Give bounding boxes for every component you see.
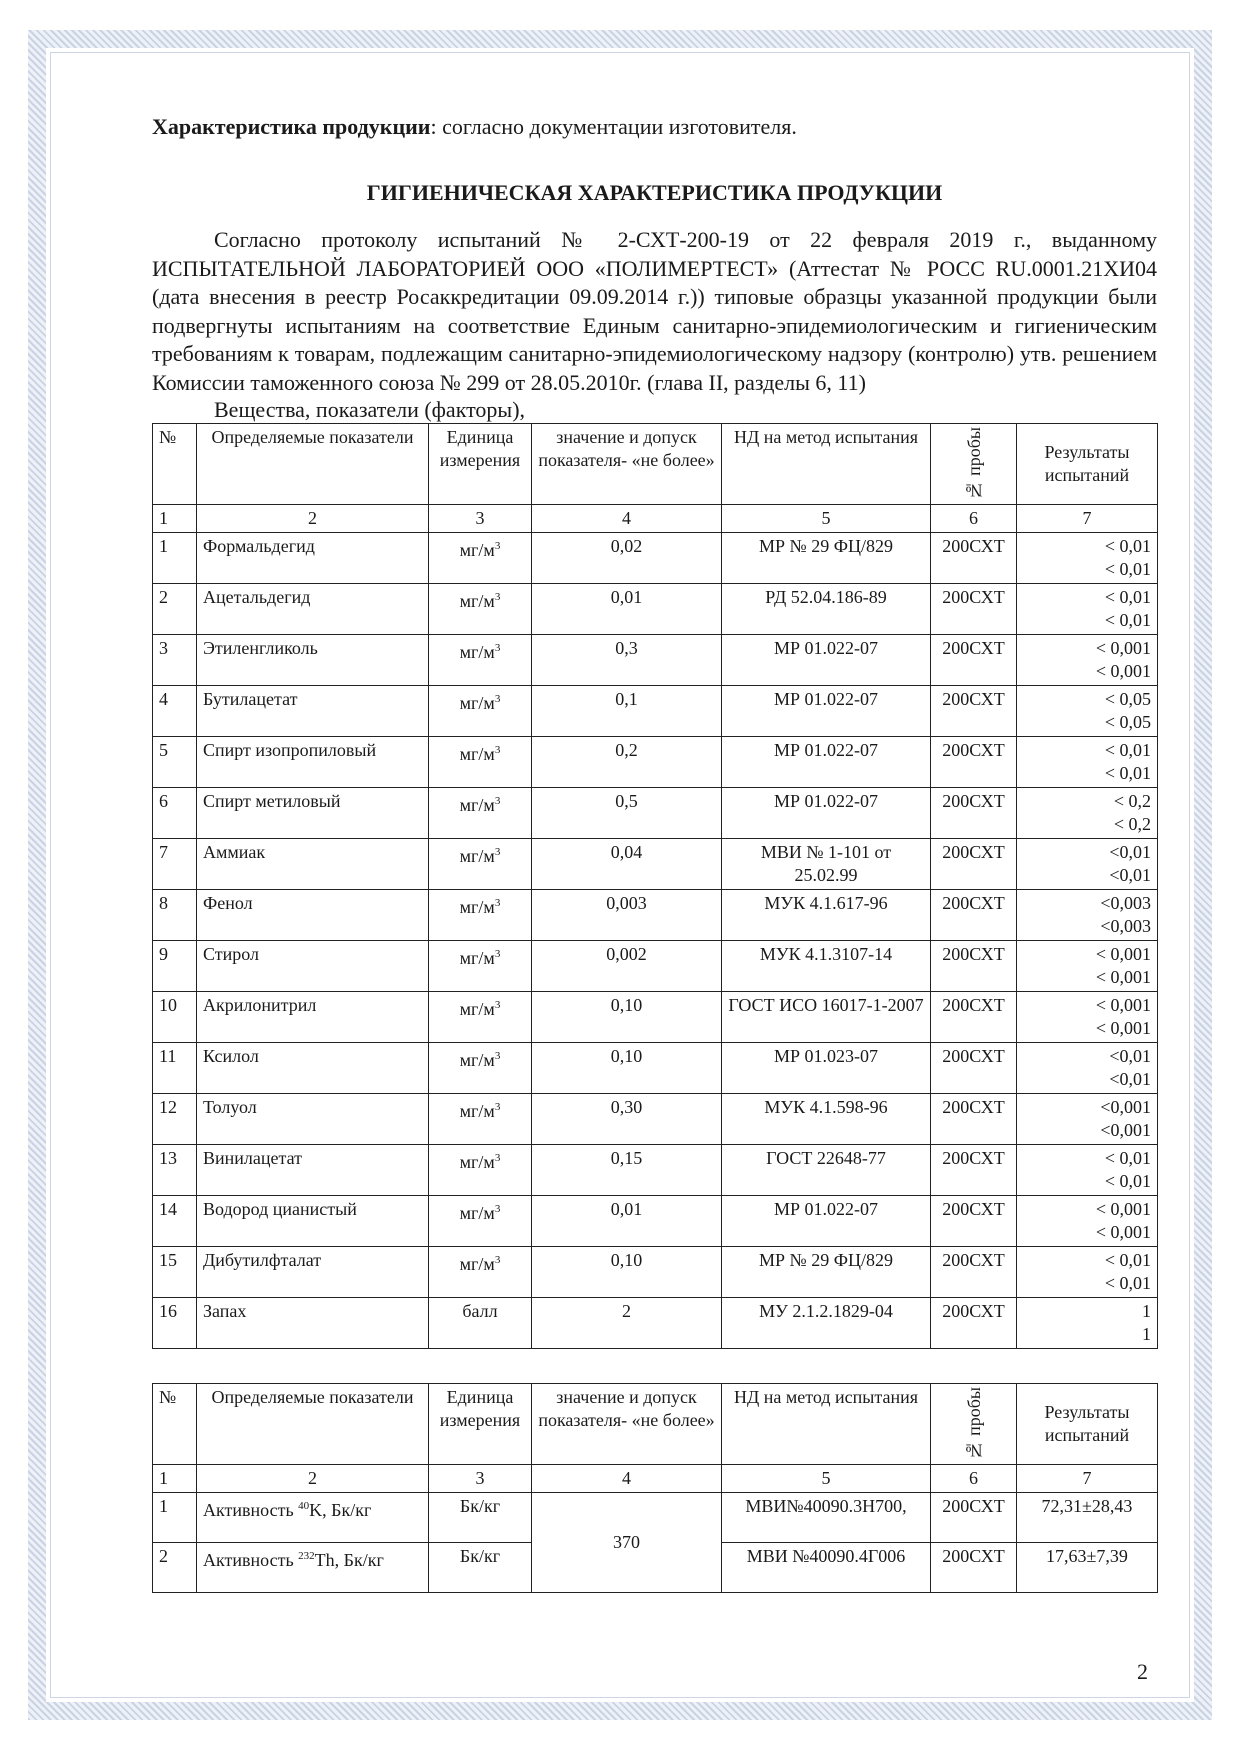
header-indicator: Определяемые показатели [197,1384,429,1465]
column-number-row [153,1465,1158,1493]
result [1017,1298,1158,1349]
result [1017,941,1158,992]
unit-text: мг/м [459,999,495,1019]
header-method: НД на метод испытания [722,1384,931,1465]
unit [429,992,532,1043]
method: МР 01.022-07 [722,686,931,737]
sample: 200СХТ [931,533,1017,584]
table-row [153,1145,1158,1196]
isotope-mass: 232 [298,1550,315,1562]
sample: 200СХТ [931,1247,1017,1298]
table-header-row [153,1384,1158,1465]
result-line-2: < 0,001 [1095,967,1151,987]
limit-value: 0,002 [532,941,722,992]
result [1017,533,1158,584]
unit-superscript: 3 [494,1152,501,1164]
header-sample-text: № пробы [963,427,984,501]
sample: 200СХТ [931,1094,1017,1145]
unit [429,1043,532,1094]
colnum: 5 [722,505,931,533]
unit [429,584,532,635]
colnum: 2 [197,1465,429,1493]
result-line-2: < 0,01 [1104,610,1151,630]
result-line-1: < 0,2 [1113,791,1151,811]
indicator-name: Бутилацетат [197,686,429,737]
product-characteristic-text: : согласно документации изготовителя. [430,114,797,139]
table-row [153,1298,1158,1349]
header-indicator: Определяемые показатели [197,424,429,505]
sample: 200СХТ [931,1145,1017,1196]
header-result: Результаты испытаний [1017,1384,1158,1465]
unit-superscript: 3 [494,1101,501,1113]
colnum: 5 [722,1465,931,1493]
row-number: 15 [153,1247,197,1298]
header-sample-text: № пробы [963,1387,984,1461]
indicator-name: Ацетальдегид [197,584,429,635]
radioactivity-table-body [153,1493,1158,1593]
table-row [153,1247,1158,1298]
unit [429,1247,532,1298]
sample: 200СХТ [931,1543,1017,1593]
unit-text: мг/м [459,1254,495,1274]
row-number: 16 [153,1298,197,1349]
unit-superscript: 3 [494,744,501,756]
method: МР 01.022-07 [722,737,931,788]
indicator-prefix: Активность [203,1500,299,1520]
table-row [153,686,1158,737]
sample: 200СХТ [931,839,1017,890]
result-line-1: < 0,01 [1104,1250,1151,1270]
method: ГОСТ 22648-77 [722,1145,931,1196]
result-line-2: < 0,001 [1095,661,1151,681]
result [1017,890,1158,941]
result-line-1: < 0,01 [1104,536,1151,556]
unit: Бк/кг [429,1493,532,1543]
header-unit: Единица измерения [429,1384,532,1465]
unit [429,1145,532,1196]
result-line-2: < 0,01 [1104,559,1151,579]
row-number: 2 [153,584,197,635]
indicator-name [197,1543,429,1593]
method: РД 52.04.186-89 [722,584,931,635]
result-line-2: 1 [1142,1324,1151,1344]
sample: 200СХТ [931,890,1017,941]
header-num: № [153,424,197,505]
product-characteristic-line [152,112,1157,142]
indicator-name: Дибутилфталат [197,1247,429,1298]
result-line-2: <0,01 [1109,1069,1151,1089]
result-line-1: <0,003 [1100,893,1151,913]
method: МВИ № 1-101 от 25.02.99 [722,839,931,890]
colnum: 7 [1017,1465,1158,1493]
unit [429,635,532,686]
unit-text: мг/м [459,1050,495,1070]
result-line-2: < 0,01 [1104,1273,1151,1293]
limit-value: 0,3 [532,635,722,686]
limit-value: 0,01 [532,1196,722,1247]
sample: 200СХТ [931,584,1017,635]
indicator-name: Винилацетат [197,1145,429,1196]
method: МР № 29 ФЦ/829 [722,1247,931,1298]
result [1017,1043,1158,1094]
result: 17,63±7,39 [1017,1543,1158,1593]
colnum: 1 [153,505,197,533]
limit-value: 0,2 [532,737,722,788]
unit-superscript: 3 [494,999,501,1011]
substances-table-body [153,533,1158,1349]
result [1017,1247,1158,1298]
unit-superscript: 3 [494,540,501,552]
limit-value: 0,1 [532,686,722,737]
result-line-1: < 0,001 [1095,1199,1151,1219]
table-row [153,737,1158,788]
result [1017,992,1158,1043]
method: МУК 4.1.3107-14 [722,941,931,992]
unit-text: мг/м [459,693,495,713]
indicator-name: Акрилонитрил [197,992,429,1043]
unit-text: мг/м [459,1152,495,1172]
colnum: 6 [931,1465,1017,1493]
method: МУК 4.1.617-96 [722,890,931,941]
result [1017,737,1158,788]
unit-text: мг/м [459,846,495,866]
result-line-2: < 0,01 [1104,763,1151,783]
section-title: ГИГИЕНИЧЕСКАЯ ХАРАКТЕРИСТИКА ПРОДУКЦИИ [366,180,943,205]
sample: 200СХТ [931,1196,1017,1247]
unit-superscript: 3 [494,693,501,705]
substances-table [152,423,1158,1349]
shared-limit: 370 [532,1493,722,1593]
sample: 200СХТ [931,1493,1017,1543]
limit-value: 0,10 [532,992,722,1043]
result-line-1: < 0,001 [1095,995,1151,1015]
result [1017,686,1158,737]
table-row [153,890,1158,941]
method: МР 01.022-07 [722,788,931,839]
method: МВИ№40090.3Н700, [722,1493,931,1543]
result-line-1: < 0,01 [1104,740,1151,760]
unit-superscript: 3 [494,1254,501,1266]
sample: 200СХТ [931,1043,1017,1094]
row-number: 1 [153,533,197,584]
unit-text: мг/м [459,897,495,917]
table-row [153,1196,1158,1247]
limit-value: 0,01 [532,584,722,635]
result-line-2: <0,003 [1100,916,1151,936]
sample: 200СХТ [931,941,1017,992]
limit-value: 0,003 [532,890,722,941]
result [1017,1196,1158,1247]
table-row [153,788,1158,839]
result-line-1: < 0,001 [1095,944,1151,964]
limit-value: 0,5 [532,788,722,839]
indicator-name: Фенол [197,890,429,941]
colnum: 6 [931,505,1017,533]
table-row [153,1043,1158,1094]
indicator-name: Стирол [197,941,429,992]
sample: 200СХТ [931,992,1017,1043]
column-number-row [153,505,1158,533]
sample: 200СХТ [931,737,1017,788]
result [1017,584,1158,635]
table-row [153,1094,1158,1145]
result-line-1: <0,01 [1109,842,1151,862]
result [1017,788,1158,839]
table-row [153,941,1158,992]
header-result: Результаты испытаний [1017,424,1158,505]
sample: 200СХТ [931,686,1017,737]
result-line-1: < 0,05 [1104,689,1151,709]
row-number: 2 [153,1543,197,1593]
row-number: 8 [153,890,197,941]
result-line-2: <0,001 [1100,1120,1151,1140]
result [1017,1145,1158,1196]
unit [429,839,532,890]
result-line-1: <0,01 [1109,1046,1151,1066]
indicator-suffix: K, Бк/кг [309,1500,372,1520]
limit-value: 0,15 [532,1145,722,1196]
unit-superscript: 3 [494,795,501,807]
unit-text: мг/м [459,744,495,764]
result: 72,31±28,43 [1017,1493,1158,1543]
row-number: 7 [153,839,197,890]
sample: 200СХТ [931,788,1017,839]
limit-value: 2 [532,1298,722,1349]
indicator-name: Аммиак [197,839,429,890]
header-sample [931,1384,1017,1465]
result-line-2: < 0,05 [1104,712,1151,732]
limit-value: 0,30 [532,1094,722,1145]
colnum: 3 [429,505,532,533]
method: МР 01.022-07 [722,635,931,686]
row-number: 9 [153,941,197,992]
product-characteristic-label: Характеристика продукции [152,114,431,139]
result-line-1: < 0,001 [1095,638,1151,658]
row-number: 1 [153,1493,197,1543]
indicator-name: Этиленгликоль [197,635,429,686]
indicator-name: Запах [197,1298,429,1349]
unit [429,1094,532,1145]
result-line-1: 1 [1142,1301,1151,1321]
method: МР 01.022-07 [722,1196,931,1247]
indicator-name: Толуол [197,1094,429,1145]
colnum: 7 [1017,505,1158,533]
indicator-name: Водород цианистый [197,1196,429,1247]
table-row [153,992,1158,1043]
unit-superscript: 3 [494,897,501,909]
limit-value: 0,04 [532,839,722,890]
indicator-name: Спирт изопропиловый [197,737,429,788]
unit-superscript: 3 [494,591,501,603]
unit-text: мг/м [459,1203,495,1223]
document-body [152,112,1157,1593]
indicator-name: Спирт метиловый [197,788,429,839]
header-unit: Единица измерения [429,424,532,505]
unit: Бк/кг [429,1543,532,1593]
table-row [153,1493,1158,1543]
unit-superscript: 3 [494,1050,501,1062]
result [1017,635,1158,686]
row-number: 14 [153,1196,197,1247]
result [1017,1094,1158,1145]
row-number: 5 [153,737,197,788]
result-line-2: < 0,2 [1113,814,1151,834]
sample: 200СХТ [931,1298,1017,1349]
unit-text: мг/м [459,540,495,560]
isotope-mass: 40 [298,1500,310,1512]
table-row [153,839,1158,890]
unit-text: балл [462,1301,498,1321]
unit-text: мг/м [459,591,495,611]
unit [429,941,532,992]
result-line-2: <0,01 [1109,865,1151,885]
indicator-name: Ксилол [197,1043,429,1094]
header-limit: значение и допуск показателя- «не более» [532,424,722,505]
result-line-2: < 0,01 [1104,1171,1151,1191]
unit [429,1196,532,1247]
protocol-paragraph: Согласно протоколу испытаний № 2-СХТ-200-19 от 22 февраля 2019 г., выданному ИСПЫТАТЕЛЬНОЙ ЛАБОРАТОРИЕЙ ООО «ПОЛИМЕРТЕСТ» (Аттестат № РОСС RU.0001.21ХИ04 (дата внесения в реестр Росаккредитации 09.09.2014 г.)) типовые образцы указанной продукции были подвергнуты испытаниям на соответствие Единым санитарно-эпидемиологическим и гигиеническим требованиям к товарам, подлежащим санитарно-эпидемиологическому надзору (контролю) утв. решением Комиссии таможенного союза № 299 от 28.05.2010г. (глава II, разделы 6, 11) [152,227,1157,395]
result-line-2: < 0,001 [1095,1222,1151,1242]
header-method: НД на метод испытания [722,424,931,505]
sample: 200СХТ [931,635,1017,686]
result [1017,839,1158,890]
unit-superscript: 3 [494,642,501,654]
unit [429,890,532,941]
method: МУК 4.1.598-96 [722,1094,931,1145]
result-line-1: <0,001 [1100,1097,1151,1117]
colnum: 4 [532,505,722,533]
limit-value: 0,02 [532,533,722,584]
indicator-prefix: Активность [203,1550,299,1570]
page-number: 2 [1137,1659,1148,1684]
substances-caption: Вещества, показатели (факторы), [214,397,526,422]
limit-value: 0,10 [532,1043,722,1094]
colnum: 4 [532,1465,722,1493]
colnum: 1 [153,1465,197,1493]
method: МУ 2.1.2.1829-04 [722,1298,931,1349]
unit [429,686,532,737]
table-header-row [153,424,1158,505]
unit [429,1298,532,1349]
table-row [153,533,1158,584]
unit [429,737,532,788]
table-row [153,635,1158,686]
method: МР № 29 ФЦ/829 [722,533,931,584]
row-number: 11 [153,1043,197,1094]
header-num: № [153,1384,197,1465]
colnum: 3 [429,1465,532,1493]
unit-text: мг/м [459,795,495,815]
indicator-name: Формальдегид [197,533,429,584]
colnum: 2 [197,505,429,533]
row-number: 10 [153,992,197,1043]
result-line-1: < 0,01 [1104,587,1151,607]
indicator-name [197,1493,429,1543]
row-number: 12 [153,1094,197,1145]
unit [429,788,532,839]
unit-text: мг/м [459,948,495,968]
header-sample [931,424,1017,505]
limit-value: 0,10 [532,1247,722,1298]
unit-superscript: 3 [494,1203,501,1215]
row-number: 6 [153,788,197,839]
row-number: 13 [153,1145,197,1196]
result-line-1: < 0,01 [1104,1148,1151,1168]
method: МВИ №40090.4Г006 [722,1543,931,1593]
result-line-2: < 0,001 [1095,1018,1151,1038]
unit-text: мг/м [459,1101,495,1121]
unit-text: мг/м [459,642,495,662]
table-row [153,584,1158,635]
unit-superscript: 3 [494,948,501,960]
indicator-suffix: Th, Бк/кг [314,1550,384,1570]
row-number: 4 [153,686,197,737]
radioactivity-table [152,1383,1158,1593]
unit-superscript: 3 [494,846,501,858]
row-number: 3 [153,635,197,686]
unit [429,533,532,584]
header-limit: значение и допуск показателя- «не более» [532,1384,722,1465]
method: МР 01.023-07 [722,1043,931,1094]
method: ГОСТ ИСО 16017-1-2007 [722,992,931,1043]
